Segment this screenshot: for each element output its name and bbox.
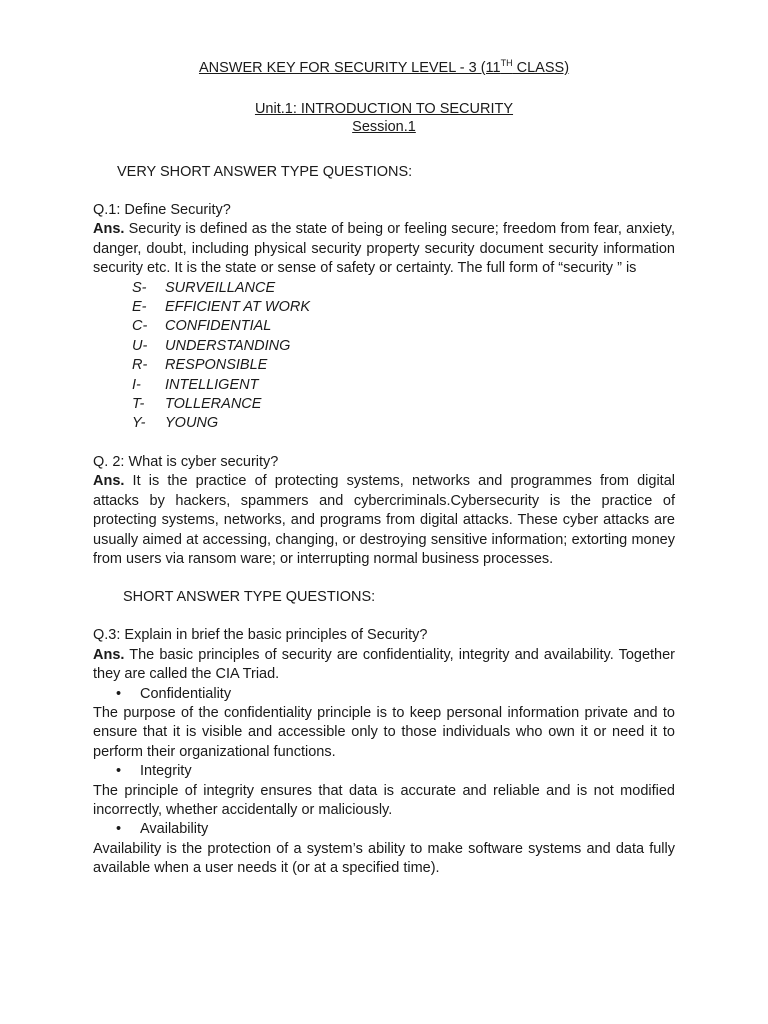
- acronym-letter: T-: [132, 396, 145, 413]
- security-acronym-list: [93, 279, 675, 434]
- cia-triad-term: CIA Triad.: [215, 666, 280, 683]
- list-item: [132, 298, 675, 317]
- answer-3-text: The basic principles of security are confidentiality, integrity and availability. Together they are called the: [93, 646, 675, 683]
- list-item: [132, 279, 675, 298]
- answer-2: [93, 472, 675, 569]
- list-item: [132, 337, 675, 356]
- acronym-letter: C-: [132, 318, 148, 335]
- principle-name: Integrity: [140, 763, 192, 780]
- acronym-letter: S-: [132, 279, 147, 296]
- acronym-word: EFFICIENT AT WORK: [165, 299, 310, 316]
- list-item: [132, 317, 675, 336]
- document-title: [93, 58, 675, 78]
- question-3: Q.3: Explain in brief the basic principles of Security?: [93, 627, 428, 644]
- list-item: [132, 376, 675, 395]
- bullet-icon: •: [116, 763, 122, 780]
- title-text-end: CLASS): [512, 60, 570, 76]
- title-superscript: TH: [500, 58, 513, 69]
- acronym-letter: Y-: [132, 415, 146, 432]
- acronym-word: TOLLERANCE: [165, 396, 262, 413]
- session-title: Session.1: [352, 119, 416, 135]
- acronym-letter: I-: [132, 376, 141, 393]
- acronym-word: CONFIDENTIAL: [165, 318, 272, 335]
- acronym-word: SURVEILLANCE: [165, 279, 276, 296]
- acronym-word: UNDERSTANDING: [165, 337, 291, 354]
- answer-2-text: It is the practice of protecting systems, networks and programmes from digital attacks by hackers, spammers and cybercriminals.Cybersecurity is the practice of protecting systems, networks, and programs from digital attacks. These cyber attacks are usually aimed at accessing, changing, or destroying sensitive information; extorting money from users via ransom ware; or interrupting normal business processes.: [93, 473, 675, 567]
- principle-heading-integrity: [93, 762, 675, 781]
- acronym-letter: U-: [132, 337, 148, 354]
- section-heading-very-short: VERY SHORT ANSWER TYPE QUESTIONS:: [117, 164, 413, 180]
- bullet-icon: •: [116, 821, 122, 838]
- question-2: Q. 2: What is cyber security?: [93, 453, 279, 470]
- acronym-word: INTELLIGENT: [165, 376, 259, 393]
- list-item: [132, 395, 675, 414]
- list-item: [132, 356, 675, 375]
- list-item: [132, 414, 675, 433]
- unit-title: Unit.1: INTRODUCTION TO SECURITY: [254, 101, 514, 117]
- principle-heading-confidentiality: [93, 685, 675, 704]
- principle-text-availability: Availability is the protection of a system’s ability to make software systems and data fully available when a user needs it (or at a specified time).: [93, 840, 675, 877]
- acronym-letter: E-: [132, 299, 147, 316]
- principle-text-integrity: The principle of integrity ensures that data is accurate and reliable and is not modified incorrectly, whether accidentally or maliciously.: [93, 782, 675, 818]
- answer-label: Ans.: [93, 221, 125, 238]
- answer-1-text: Security is defined as the state of being or feeling secure; freedom from fear, anxiety, danger, doubt, including physical security property security document security information security etc. It is the state or sense of safety or certainty. The full form of “security ” is: [93, 221, 675, 277]
- question-1: Q.1: Define Security?: [93, 202, 231, 218]
- principle-heading-availability: [93, 820, 675, 839]
- acronym-word: YOUNG: [165, 415, 219, 432]
- bullet-icon: •: [116, 685, 122, 702]
- title-text: ANSWER KEY FOR SECURITY LEVEL - 3 (11: [198, 60, 501, 76]
- answer-1: [93, 220, 675, 278]
- acronym-letter: R-: [132, 357, 148, 374]
- answer-label: Ans.: [93, 473, 125, 490]
- document-header: [93, 58, 675, 136]
- principle-name: Availability: [140, 821, 209, 838]
- acronym-word: RESPONSIBLE: [165, 357, 268, 374]
- answer-3: [93, 646, 675, 685]
- answer-label: Ans.: [93, 646, 125, 663]
- section-heading-short: SHORT ANSWER TYPE QUESTIONS:: [123, 589, 376, 606]
- principle-text-confidentiality: The purpose of the confidentiality principle is to keep personal information private and to ensure that it is visible and accessible only to those individuals who own it or need it to perform their organizational functions.: [93, 704, 675, 760]
- principle-name: Confidentiality: [140, 685, 232, 702]
